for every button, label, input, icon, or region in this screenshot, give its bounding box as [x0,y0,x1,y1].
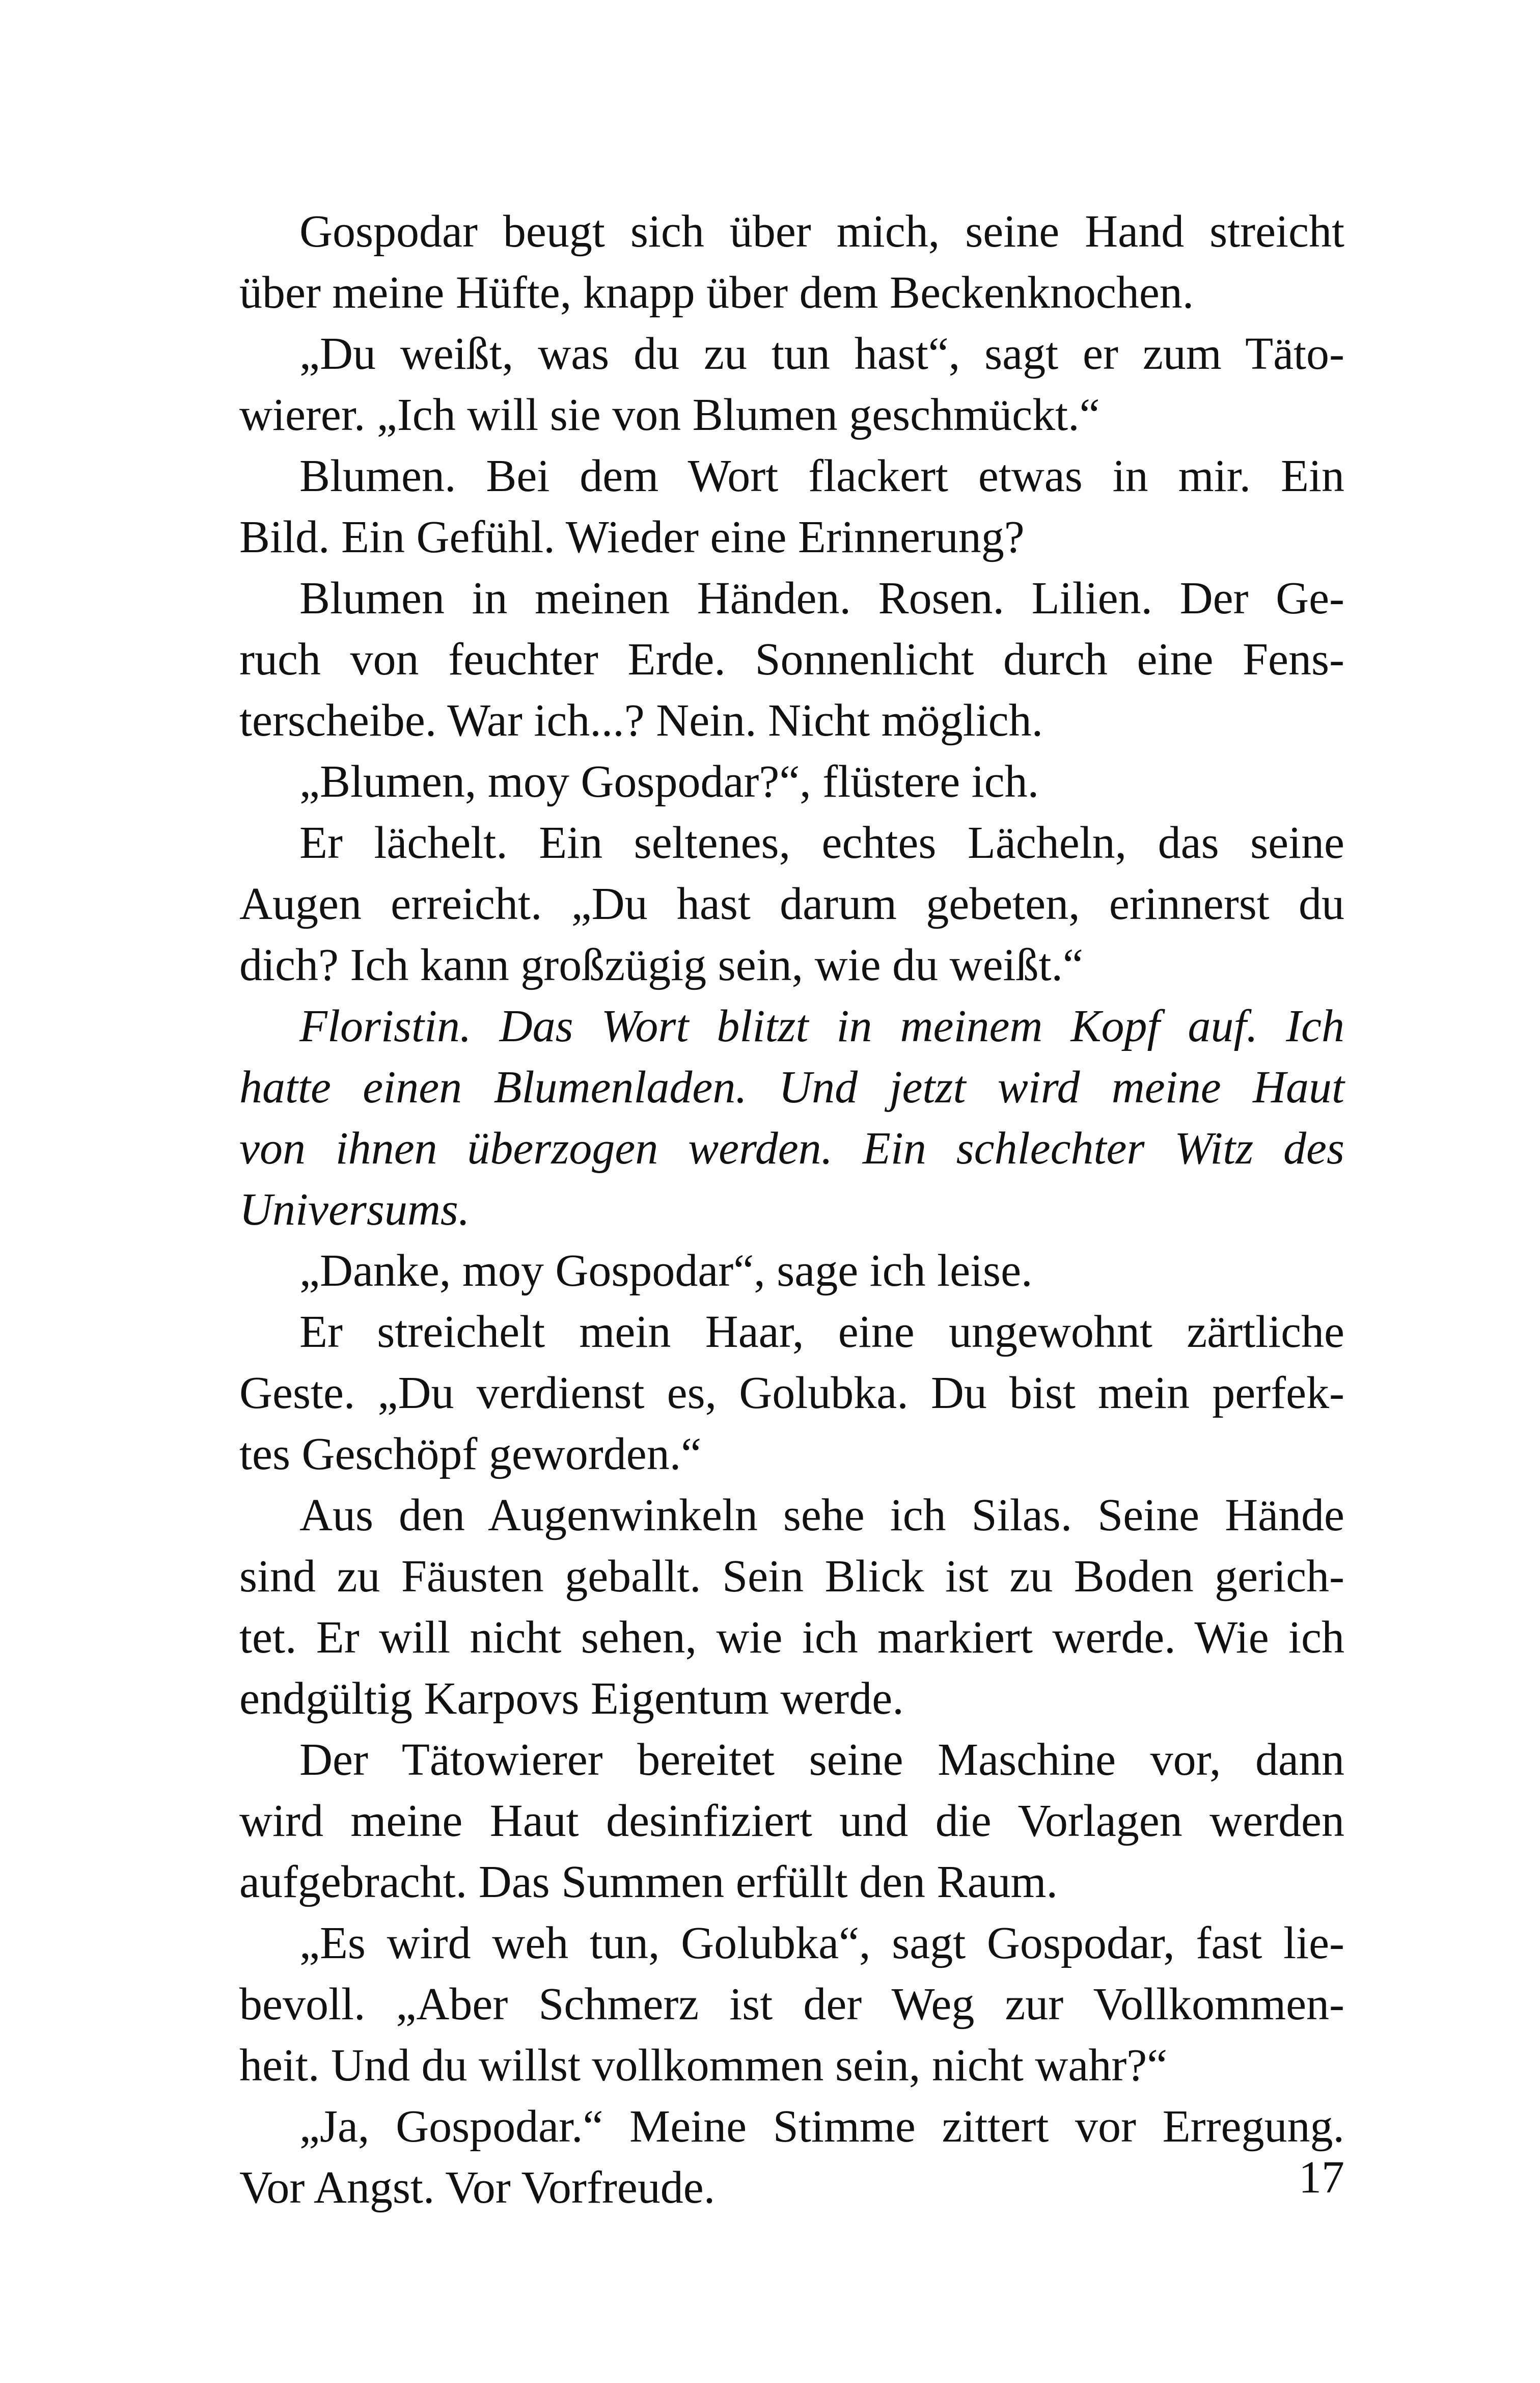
text-line: „Blumen, moy Gospodar?“, flüstere ich. [299,756,1039,807]
text-line: dich? Ich kann großzügig sein, wie du weißt.“ [239,940,1084,990]
text-line: tet. Er will nicht sehen, wie ich markiert werde. Wie ich [239,1612,1344,1663]
text-line: bevoll. „Aber Schmerz ist der Weg zur Vollkommen- [239,1979,1344,2029]
text-line: Augen erreicht. „Du hast darum gebeten, erinnerst du [239,879,1344,929]
text-line: über meine Hüfte, knapp über dem Beckenknochen. [239,267,1194,318]
text-line: ruch von feuchter Erde. Sonnenlicht durch eine Fens- [239,634,1344,685]
text-line: „Du weißt, was du zu tun hast“, sagt er zum Täto- [299,329,1344,379]
text-line: heit. Und du willst vollkommen sein, nicht wahr?“ [239,2040,1168,2091]
text-line: Der Tätowierer bereitet seine Maschine vor, dann [299,1735,1344,1785]
text-line: von ihnen überzogen werden. Ein schlechter Witz des [239,1123,1344,1174]
text-line: Geste. „Du verdienst es, Golubka. Du bist mein perfek- [239,1368,1344,1418]
body-text [239,201,1344,2218]
text-line: Vor Angst. Vor Vorfreude. [239,2162,716,2213]
text-line: wierer. „Ich will sie von Blumen geschmückt.“ [239,390,1100,440]
text-line: „Ja, Gospodar.“ Meine Stimme zittert vor Erregung. [299,2101,1344,2152]
text-line: Gospodar beugt sich über mich, seine Hand streicht [299,206,1344,257]
text-line: Floristin. Das Wort blitzt in meinem Kopf auf. Ich [299,1001,1344,1051]
text-line: Blumen in meinen Händen. Rosen. Lilien. Der Ge- [299,573,1344,624]
text-line: Aus den Augenwinkeln sehe ich Silas. Seine Hände [299,1490,1344,1540]
text-line: tes Geschöpf geworden.“ [239,1429,702,1479]
page-number: 17 [1299,2152,1344,2203]
text-line: Bild. Ein Gefühl. Wieder eine Erinnerung? [239,512,1025,562]
text-line: Er streichelt mein Haar, eine ungewohnt zärtliche [299,1307,1344,1357]
text-line: sind zu Fäusten geballt. Sein Blick ist zu Boden gerich- [239,1551,1344,1602]
text-line: wird meine Haut desinfiziert und die Vorlagen werden [239,1796,1344,1846]
text-line: Er lächelt. Ein seltenes, echtes Lächeln, das seine [299,818,1344,868]
text-line: endgültig Karpovs Eigentum werde. [239,1673,904,1724]
text-line: „Es wird weh tun, Golubka“, sagt Gospodar, fast lie- [299,1918,1344,1968]
text-line: terscheibe. War ich...? Nein. Nicht möglich. [239,695,1043,746]
text-line: Universums. [239,1184,470,1235]
text-line: aufgebracht. Das Summen erfüllt den Raum. [239,1857,1058,1907]
text-line: hatte einen Blumenladen. Und jetzt wird meine Haut [239,1062,1344,1113]
text-line: Blumen. Bei dem Wort flackert etwas in mir. Ein [299,451,1344,501]
text-line: „Danke, moy Gospodar“, sage ich leise. [299,1245,1033,1296]
